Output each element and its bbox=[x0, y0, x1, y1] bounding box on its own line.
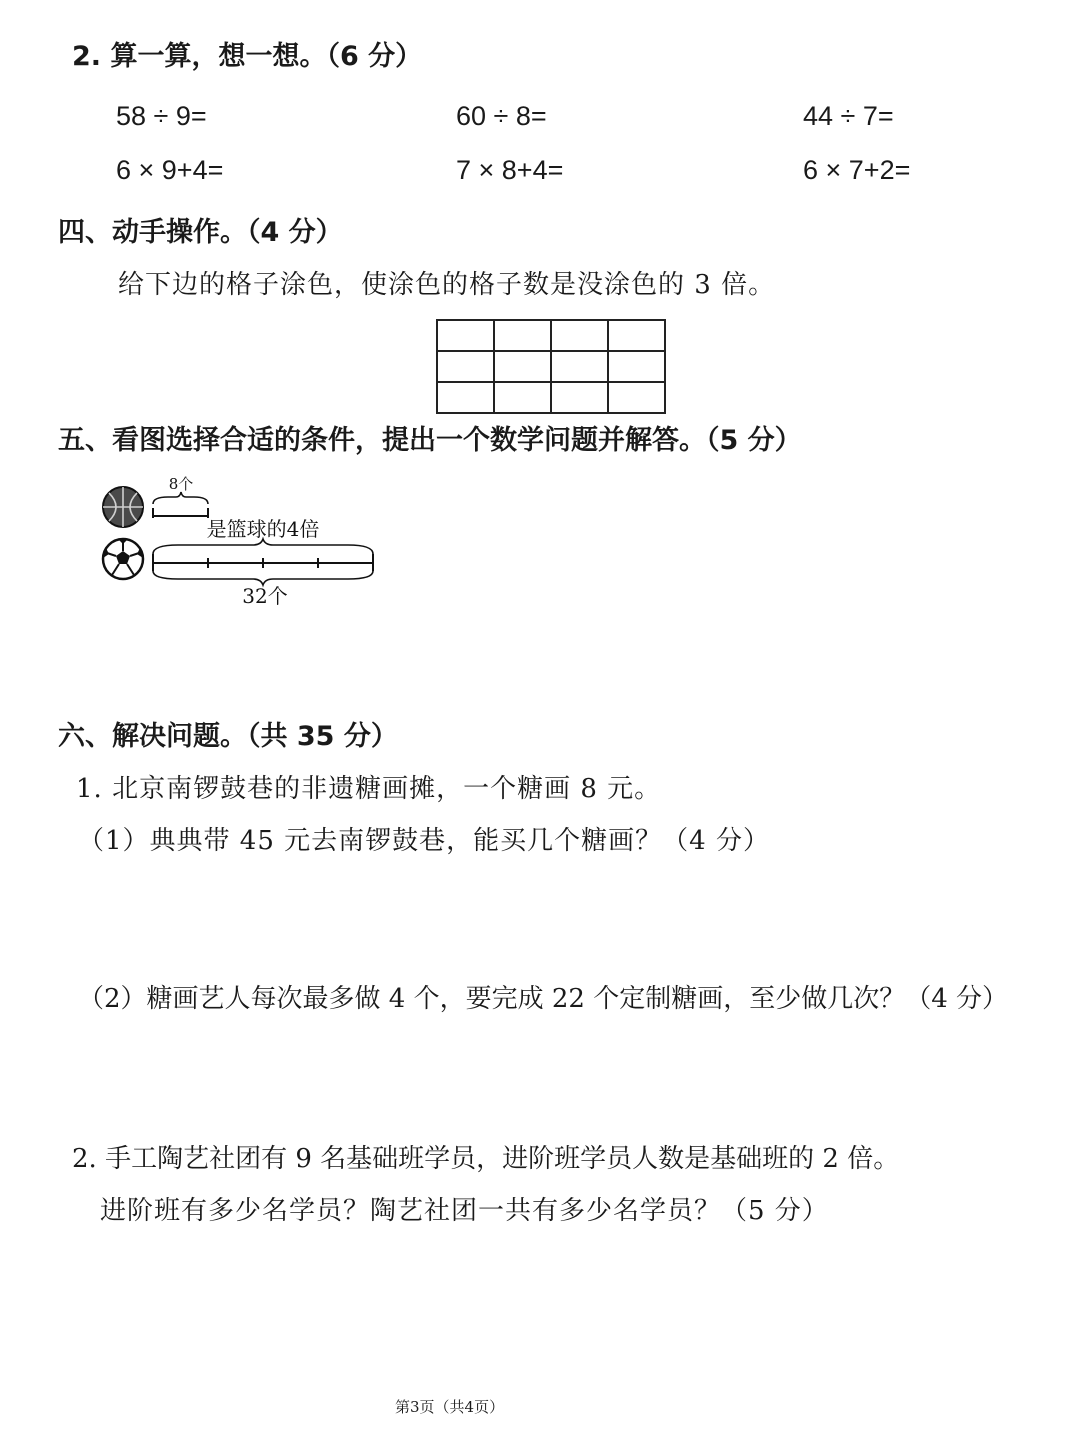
football-relation-label: 是篮球的4倍 bbox=[206, 517, 320, 541]
basketball-icon bbox=[103, 487, 143, 527]
grid-cell[interactable] bbox=[608, 351, 665, 382]
football-total-label: 32个 bbox=[242, 584, 288, 608]
grid-cell[interactable] bbox=[494, 351, 551, 382]
grid-cell[interactable] bbox=[494, 382, 551, 413]
grid-cell[interactable] bbox=[437, 382, 494, 413]
grid-cell[interactable] bbox=[551, 351, 608, 382]
equation: 60 ÷ 8= bbox=[456, 101, 547, 131]
problem-1-question-1: （1）典典带 45 元去南锣鼓巷，能买几个糖画？（4 分） bbox=[78, 826, 770, 856]
page-footer: 第3页（共4页） bbox=[395, 1398, 505, 1416]
basketball-count-label: 8个 bbox=[168, 475, 194, 493]
grid-cell[interactable] bbox=[608, 382, 665, 413]
grid-cell[interactable] bbox=[494, 320, 551, 351]
problem-2-line-2: 进阶班有多少名学员？陶艺社团一共有多少名学员？（5 分） bbox=[100, 1196, 829, 1226]
problem-1-stem: 1. 北京南锣鼓巷的非遗糖画摊，一个糖画 8 元。 bbox=[76, 774, 662, 804]
equation: 58 ÷ 9= bbox=[116, 101, 207, 131]
equation: 44 ÷ 7= bbox=[803, 101, 894, 131]
section-4-instruction: 给下边的格子涂色，使涂色的格子数是没涂色的 3 倍。 bbox=[118, 270, 776, 300]
line-segment-diagram bbox=[98, 470, 388, 610]
problem-2-line-1: 2. 手工陶艺社团有 9 名基础班学员，进阶班学员人数是基础班的 2 倍。 bbox=[72, 1144, 900, 1174]
equation: 6 × 7+2= bbox=[803, 155, 911, 185]
q2-heading: 2. 算一算，想一想。（6 分） bbox=[72, 41, 423, 72]
equation: 7 × 8+4= bbox=[456, 155, 564, 185]
grid-cell[interactable] bbox=[551, 320, 608, 351]
grid-cell[interactable] bbox=[608, 320, 665, 351]
equation: 6 × 9+4= bbox=[116, 155, 224, 185]
grid-cell[interactable] bbox=[437, 320, 494, 351]
soccer-ball-icon bbox=[103, 539, 143, 579]
section-4-heading: 四、动手操作。（4 分） bbox=[58, 217, 343, 248]
problem-1-question-2: （2）糖画艺人每次最多做 4 个，要完成 22 个定制糖画，至少做几次？（4 分） bbox=[78, 984, 1009, 1014]
grid-cell[interactable] bbox=[437, 351, 494, 382]
section-6-heading: 六、解决问题。（共 35 分） bbox=[58, 721, 398, 752]
grid-cell[interactable] bbox=[551, 382, 608, 413]
section-5-heading: 五、看图选择合适的条件，提出一个数学问题并解答。（5 分） bbox=[58, 425, 802, 456]
coloring-grid[interactable] bbox=[436, 319, 666, 414]
